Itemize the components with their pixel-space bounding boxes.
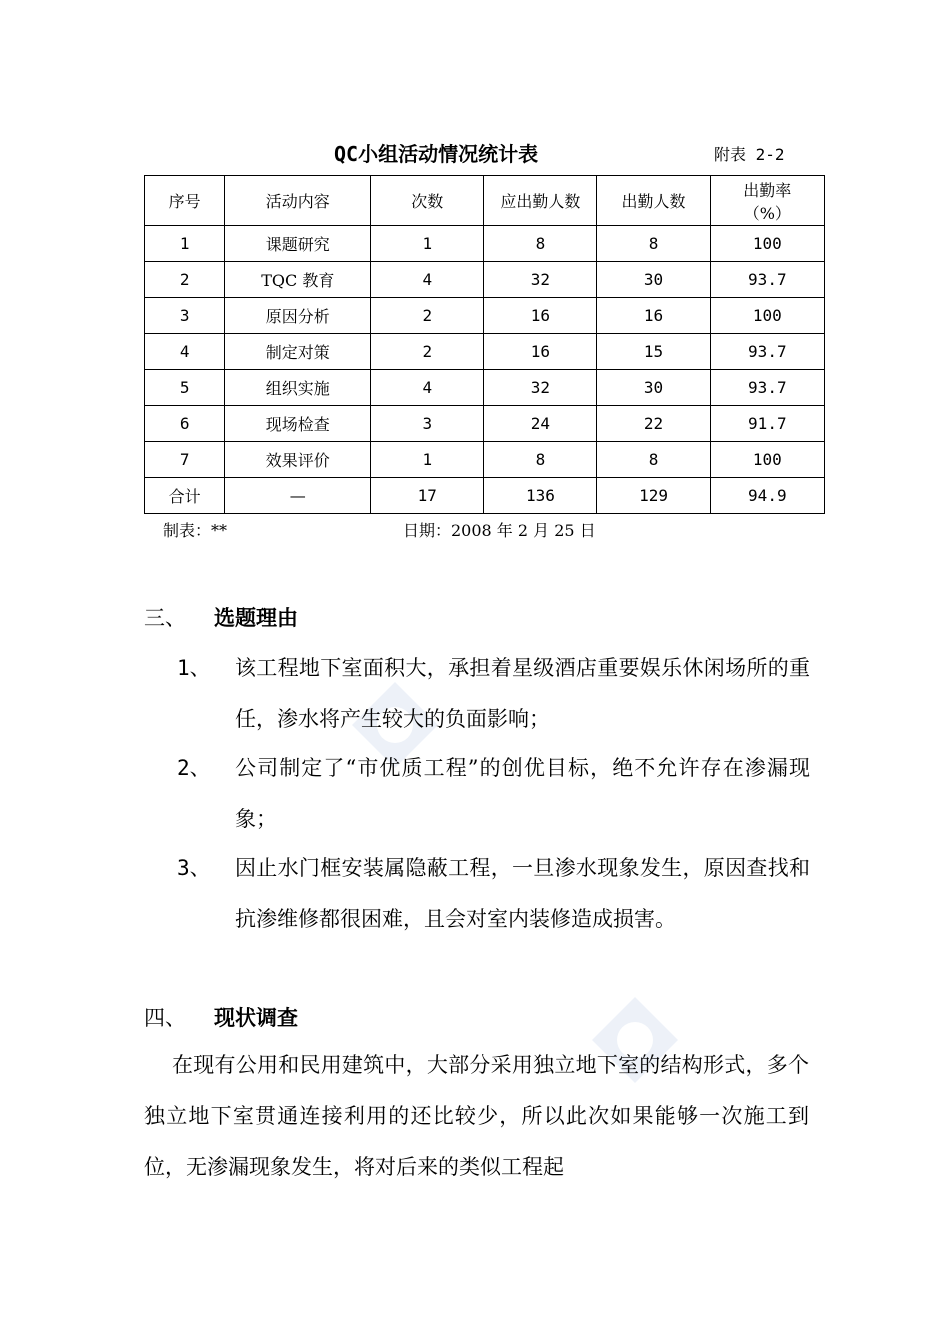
- table-cell: 2: [371, 334, 484, 370]
- list-item-text: 该工程地下室面积大，承担着星级酒店重要娱乐休闲场所的重任，渗水将产生较大的负面影响；: [235, 656, 810, 731]
- list-item-text: 公司制定了“市优质工程”的创优目标，绝不允许存在渗漏现象；: [235, 756, 810, 831]
- table-cell: TQC 教育: [225, 262, 371, 298]
- header-rate-label: 出勤率: [743, 180, 792, 200]
- section-heading-4: [144, 1002, 298, 1032]
- table-row: [145, 334, 825, 370]
- table-cell: 136: [484, 478, 597, 514]
- section-number: 三、: [144, 606, 186, 630]
- header-cell: 出勤人数: [597, 176, 710, 226]
- table-cell: 2: [371, 298, 484, 334]
- table-cell: 原因分析: [225, 298, 371, 334]
- section-number: 四、: [144, 1006, 186, 1030]
- table-cell: 8: [484, 226, 597, 262]
- table-cell: 1: [145, 226, 225, 262]
- header-cell: 应出勤人数: [484, 176, 597, 226]
- table-cell: 94.9: [710, 478, 824, 514]
- table-cell: 4: [371, 262, 484, 298]
- table-total-row: [145, 478, 825, 514]
- list-item-number: 3、: [177, 856, 211, 880]
- table-cell: 课题研究: [225, 226, 371, 262]
- section-title: 现状调查: [214, 1006, 298, 1030]
- header-rate-unit: （%）: [743, 203, 791, 223]
- table-row: [145, 298, 825, 334]
- list-item-number: 2、: [177, 756, 211, 780]
- table-maker-note: 制表：**: [163, 521, 228, 540]
- table-cell: 32: [484, 370, 597, 406]
- table-cell: 效果评价: [225, 442, 371, 478]
- table-cell: 93.7: [710, 262, 824, 298]
- appendix-label: 附表 2-2: [714, 145, 785, 164]
- table-cell: 1: [371, 226, 484, 262]
- table-cell: 4: [371, 370, 484, 406]
- header-cell: 活动内容: [225, 176, 371, 226]
- table-cell: —: [225, 478, 371, 514]
- list-item-number: 1、: [177, 656, 211, 680]
- table-cell: 100: [710, 298, 824, 334]
- table-cell: 93.7: [710, 370, 824, 406]
- table-cell: 8: [597, 442, 710, 478]
- table-cell: 30: [597, 370, 710, 406]
- table-cell: 6: [145, 406, 225, 442]
- table-cell: 8: [484, 442, 597, 478]
- header-cell: 序号: [145, 176, 225, 226]
- table-date-note: 日期：2008 年 2 月 25 日: [403, 521, 596, 540]
- table-row: [145, 262, 825, 298]
- table-row: [145, 226, 825, 262]
- table-cell: 2: [145, 262, 225, 298]
- table-row: [145, 442, 825, 478]
- header-cell: 次数: [371, 176, 484, 226]
- table-cell: 制定对策: [225, 334, 371, 370]
- table-cell: 100: [710, 226, 824, 262]
- table-cell: 16: [484, 334, 597, 370]
- table-cell: 1: [371, 442, 484, 478]
- table-cell: 93.7: [710, 334, 824, 370]
- table-cell: 17: [371, 478, 484, 514]
- section-heading-3: [144, 602, 298, 632]
- table-row: [145, 406, 825, 442]
- table-cell: 5: [145, 370, 225, 406]
- list-item-text: 因止水门框安装属隐蔽工程，一旦渗水现象发生，原因查找和抗渗维修都很困难，且会对室内装修造成损害。: [235, 856, 810, 931]
- table-cell: 100: [710, 442, 824, 478]
- table-cell: 129: [597, 478, 710, 514]
- activity-stats-table: [144, 175, 825, 514]
- table-cell: 组织实施: [225, 370, 371, 406]
- section-title: 选题理由: [214, 606, 298, 630]
- table-cell: 16: [597, 298, 710, 334]
- table-cell: 8: [597, 226, 710, 262]
- table-cell: 91.7: [710, 406, 824, 442]
- table-cell: 7: [145, 442, 225, 478]
- table-cell: 3: [371, 406, 484, 442]
- table-cell: 16: [484, 298, 597, 334]
- table-cell: 现场检查: [225, 406, 371, 442]
- table-cell: 22: [597, 406, 710, 442]
- table-cell: 24: [484, 406, 597, 442]
- header-cell: [710, 176, 824, 226]
- table-cell: 3: [145, 298, 225, 334]
- table-cell: 4: [145, 334, 225, 370]
- body-paragraph: 在现有公用和民用建筑中，大部分采用独立地下室的结构形式，多个独立地下室贯通连接利用的还比较少，所以此次如果能够一次施工到位，无渗漏现象发生，将对后来的类似工程起: [144, 1053, 809, 1179]
- table-cell: 32: [484, 262, 597, 298]
- table-cell: 30: [597, 262, 710, 298]
- table-title-row: [0, 138, 950, 168]
- table-header-row: [145, 176, 825, 226]
- table-cell: 合计: [145, 478, 225, 514]
- table-cell: 15: [597, 334, 710, 370]
- table-row: [145, 370, 825, 406]
- table-title: QC小组活动情况统计表: [334, 142, 539, 166]
